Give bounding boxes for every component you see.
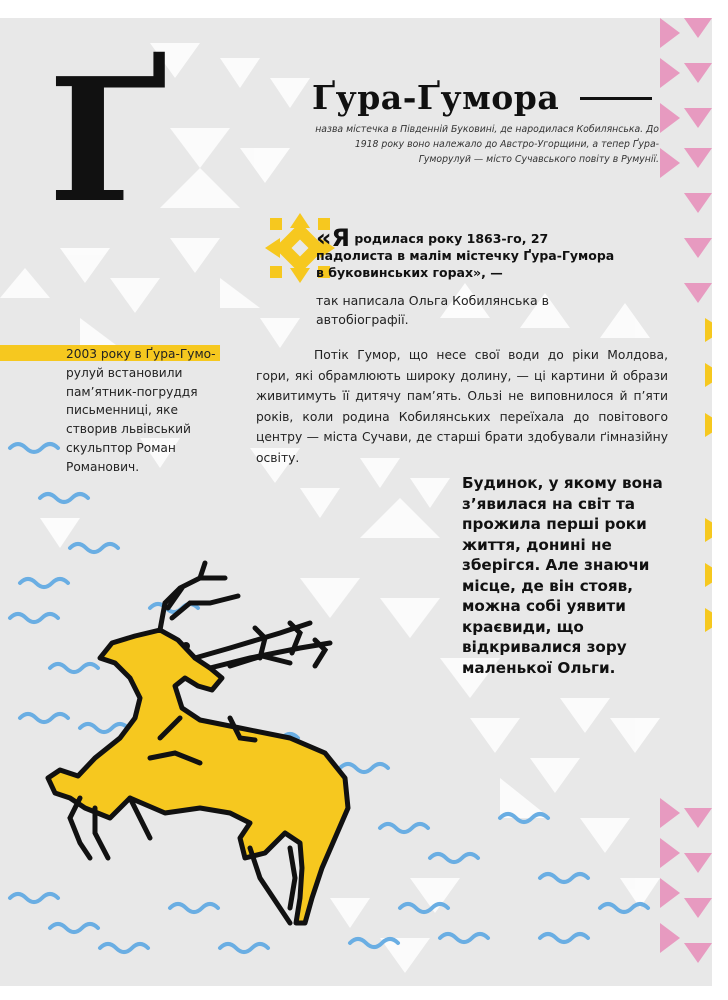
quote-text: родилася року 1863-го, 27 падолиста в малім містечку Ґура-Гумора в буковинських горах», — (316, 231, 615, 280)
title-definition: назва містечка в Південній Буковині, де народилася Кобилянська. До 1918 року воно належало до Австро-Угорщини, а тепер Ґура-Гуморулуй — місто Сучавського повіту в Румунії. (315, 124, 659, 165)
deer-illustration (48, 563, 348, 923)
page-title: Ґура-Ґумора (312, 78, 560, 117)
body-paragraph: Потік Гумор, що несе свої води до ріки Молдова, гори, які обрамлюють широку долину, — ці картини й образи живитимуть її дитячу пам’ять. Ользі не виповнилося й п’яти років, коли родина Кобилянських переїхала до повітового центру — міста Сучави, де старші брати здобували ґімназійну освіту. (256, 348, 668, 465)
callout-text: Будинок, у якому вона з’явилася на світ та прожила перші роки життя, донині не зберігся. Але знаючи місце, де він стояв, можна собі уявити краєвиди, що відкривалися зору маленької Ольги. (462, 474, 663, 677)
book-page (0, 18, 712, 986)
title-rule (580, 97, 652, 100)
yellow-triangle-border (705, 318, 712, 632)
side-note-first-line: 2003 року в Ґура-Гумо- (66, 347, 216, 361)
side-note-text: рулуй встановили пам’ятник-погруддя письменниці, яке створив львівський скульптор Роман Романович. (66, 365, 198, 474)
autobiography-quote (316, 224, 616, 281)
side-note (66, 345, 216, 477)
drop-cap: Ґ (48, 41, 168, 241)
quote-attribution: так написала Ольга Кобилянська в автобіографії. (316, 293, 549, 327)
quote-open: «Я (316, 224, 350, 252)
